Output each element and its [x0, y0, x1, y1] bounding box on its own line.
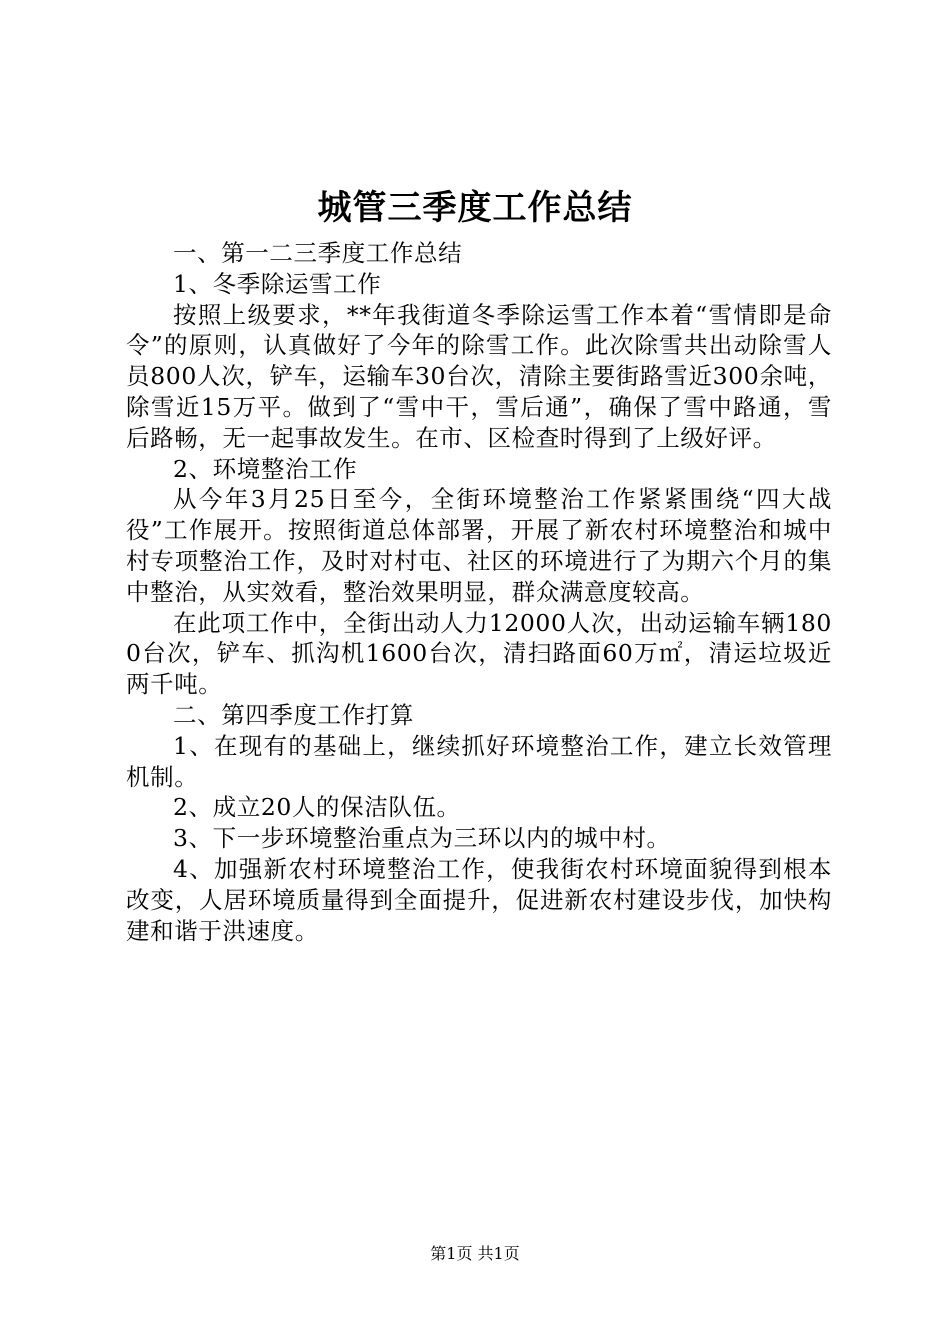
section-heading-1: 一、第一二三季度工作总结 [173, 239, 463, 267]
subsection-heading-snow-removal: 1、冬季除运雪工作 [173, 269, 382, 298]
paragraph-environment-stats: 在此项工作中，全街出动人力12000人次，出动运输车辆1800台次，铲车、抓沟机1600台次，清扫路面60万㎡，清运垃圾近两千吨。 [126, 608, 832, 699]
plan-item-4: 4、加强新农村环境整治工作，使我街农村环境面貌得到根本改变，人居环境质量得到全面提升，促进新农村建设步伐，加快构建和谐于洪速度。 [126, 854, 832, 945]
paragraph-environment: 从今年3月25日至今，全街环境整治工作紧紧围绕“四大战役”工作展开。按照街道总体部署，开展了新农村环境整治和城中村专项整治工作，及时对村屯、社区的环境进行了为期六个月的集中整治，从实效看，整治效果明显，群众满意度较高。 [126, 485, 832, 606]
document-body [126, 238, 832, 946]
paragraph-snow-removal: 按照上级要求，**年我街道冬季除运雪工作本着“雪情即是命令”的原则，认真做好了今年的除雪工作。此次除雪共出动除雪人员800人次，铲车，运输车30台次，清除主要街路雪近300余吨，除雪近15万平。做到了“雪中干，雪后通”，确保了雪中路通，雪后路畅，无一起事故发生。在市、区检查时得到了上级好评。 [126, 300, 832, 452]
plan-item-3: 3、下一步环境整治重点为三环以内的城中村。 [173, 824, 671, 853]
subsection-heading-environment: 2、环境整治工作 [173, 454, 358, 483]
document-title: 城管三季度工作总结 [317, 188, 633, 228]
section-heading-2: 二、第四季度工作打算 [173, 700, 414, 729]
page-number: 第1页 共1页 [430, 1244, 520, 1263]
plan-item-2: 2、成立20人的保洁队伍。 [173, 793, 461, 822]
plan-item-1: 1、在现有的基础上，继续抓好环境整治工作，建立长效管理机制。 [126, 731, 832, 791]
